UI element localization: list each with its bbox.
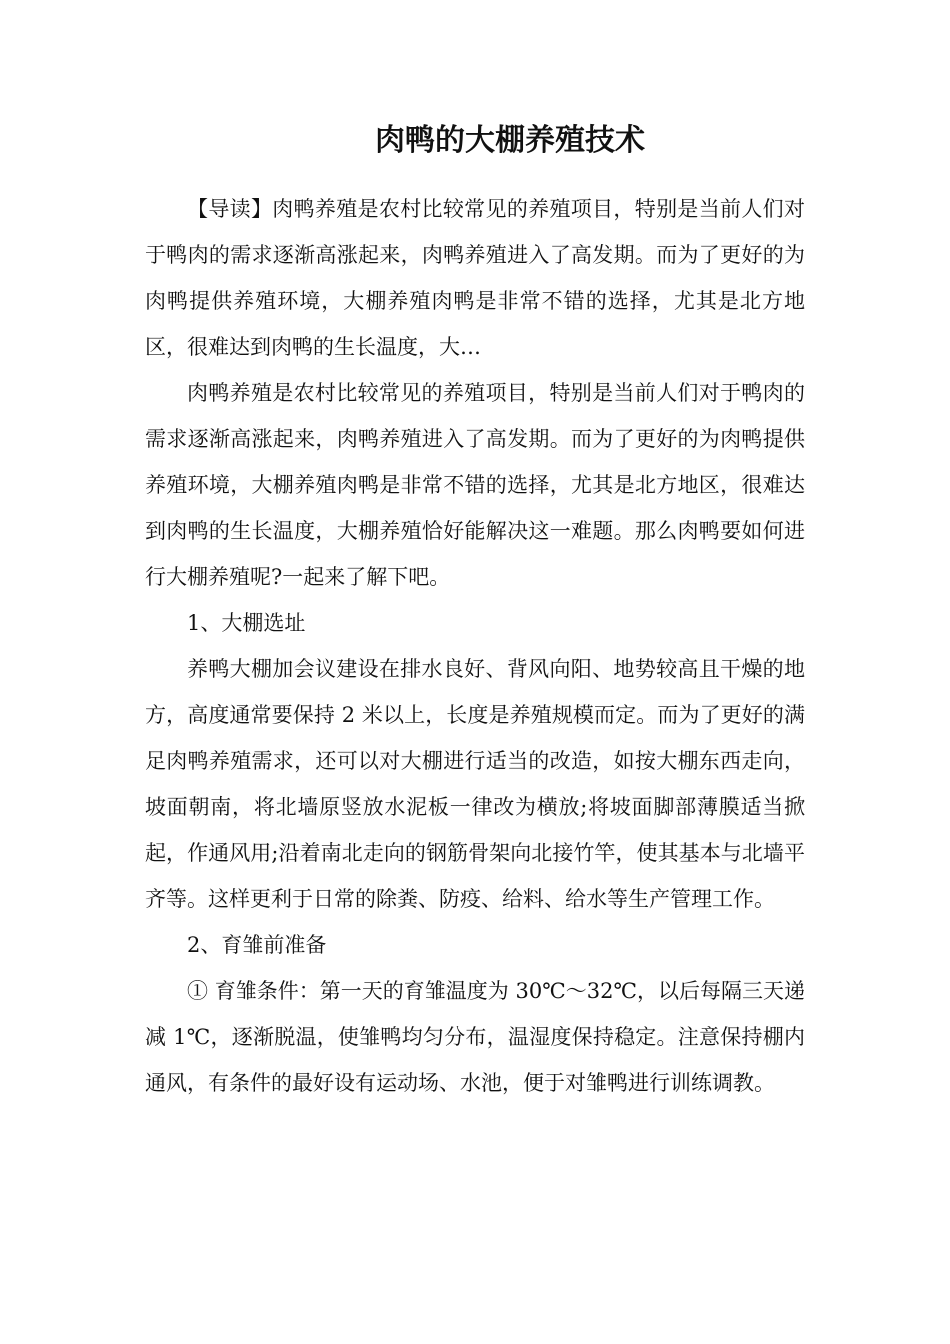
body-paragraph: 肉鸭养殖是农村比较常见的养殖项目，特别是当前人们对于鸭肉的需求逐渐高涨起来，肉鸭养殖进入了高发期。而为了更好的为肉鸭提供养殖环境，大棚养殖肉鸭是非常不错的选择，尤其是北方地区，很难达到肉鸭的生长温度，大棚养殖恰好能解决这一难题。那么肉鸭要如何进行大棚养殖呢?一起来了解下吧。 [145, 381, 805, 589]
section-heading: 2、育雏前准备 [187, 933, 327, 957]
body-paragraph: 养鸭大棚加会议建设在排水良好、背风向阳、地势较高且干燥的地方，高度通常要保持 2 米以上，长度是养殖规模而定。而为了更好的满足肉鸭养殖需求，还可以对大棚进行适当的改造，如按大棚东西走向，坡面朝南，将北墙原竖放水泥板一律改为横放;将坡面脚部薄膜适当掀起，作通风用;沿着南北走向的钢筋骨架向北接竹竿，使其基本与北墙平齐等。这样更利于日常的除粪、防疫、给料、给水等生产管理工作。 [145, 657, 805, 911]
section-heading: 1、大棚选址 [187, 611, 306, 635]
document-body [145, 118, 805, 1106]
intro-paragraph: 【导读】肉鸭养殖是农村比较常见的养殖项目，特别是当前人们对于鸭肉的需求逐渐高涨起来，肉鸭养殖进入了高发期。而为了更好的为肉鸭提供养殖环境，大棚养殖肉鸭是非常不错的选择，尤其是北方地区，很难达到肉鸭的生长温度，大… [145, 197, 805, 359]
document-title: 肉鸭的大棚养殖技术 [375, 123, 645, 158]
body-paragraph: ① 育雏条件：第一天的育雏温度为 30℃～32℃，以后每隔三天递减 1℃，逐渐脱温，使雏鸭均匀分布，温湿度保持稳定。注意保持棚内通风，有条件的最好设有运动场、水池，便于对雏鸭进行训练调教。 [145, 979, 805, 1095]
